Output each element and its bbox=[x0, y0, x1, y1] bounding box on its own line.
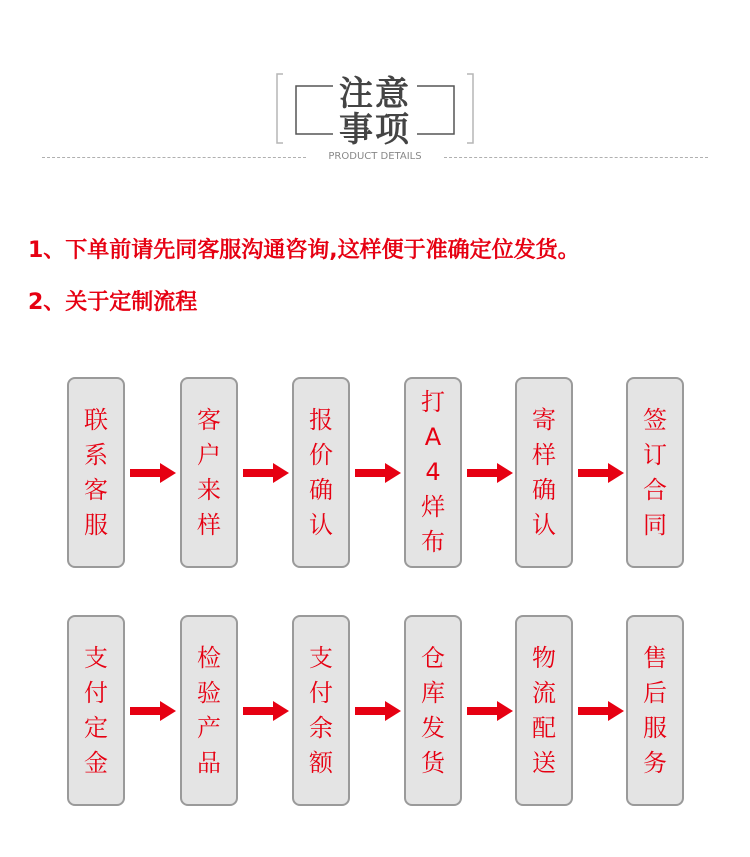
notice-1: 1、下单前请先同客服沟通咨询,这样便于准确定位发货。 bbox=[28, 238, 580, 263]
flow-step-label: 联系客服 bbox=[84, 405, 108, 539]
flow-step bbox=[67, 377, 125, 568]
flow-step-label: 签订合同 bbox=[643, 405, 667, 539]
flow-step-label: 报价确认 bbox=[309, 405, 333, 539]
flow-step bbox=[292, 377, 350, 568]
flow-step-label: 寄样确认 bbox=[532, 405, 556, 539]
flow-step bbox=[292, 615, 350, 806]
page-title: 注意事项 bbox=[339, 74, 411, 150]
header bbox=[0, 0, 750, 180]
flow-step-label: 售后服务 bbox=[643, 643, 667, 777]
flow-step bbox=[515, 377, 573, 568]
flow-step bbox=[180, 615, 238, 806]
arrow-right-icon bbox=[130, 463, 178, 483]
arrow-right-icon bbox=[467, 701, 515, 721]
arrow-right-icon bbox=[355, 463, 403, 483]
arrow-right-icon bbox=[243, 463, 291, 483]
divider-left bbox=[42, 157, 306, 158]
flow-step-label: 仓库发货 bbox=[421, 643, 445, 777]
flow-step bbox=[626, 377, 684, 568]
arrow-right-icon bbox=[130, 701, 178, 721]
flow-step bbox=[404, 377, 462, 568]
arrow-right-icon bbox=[467, 463, 515, 483]
flow-step bbox=[404, 615, 462, 806]
flow-step-label: 检验产品 bbox=[197, 643, 221, 777]
page-subtitle: PRODUCT DETAILS bbox=[328, 151, 422, 162]
flow-step bbox=[180, 377, 238, 568]
flow-step-label: 客户来样 bbox=[197, 405, 221, 539]
flow-step-label: 支付余额 bbox=[309, 643, 333, 777]
flow-step-label: 物流配送 bbox=[532, 643, 556, 777]
flow-step-label: 打A4烊布 bbox=[421, 388, 445, 556]
flow-step bbox=[515, 615, 573, 806]
arrow-right-icon bbox=[243, 701, 291, 721]
notice-2: 2、关于定制流程 bbox=[28, 290, 198, 315]
flow-step bbox=[67, 615, 125, 806]
arrow-right-icon bbox=[578, 463, 626, 483]
arrow-right-icon bbox=[355, 701, 403, 721]
arrow-right-icon bbox=[578, 701, 626, 721]
flow-step-label: 支付定金 bbox=[84, 643, 108, 777]
flow-step bbox=[626, 615, 684, 806]
divider-right bbox=[444, 157, 708, 158]
